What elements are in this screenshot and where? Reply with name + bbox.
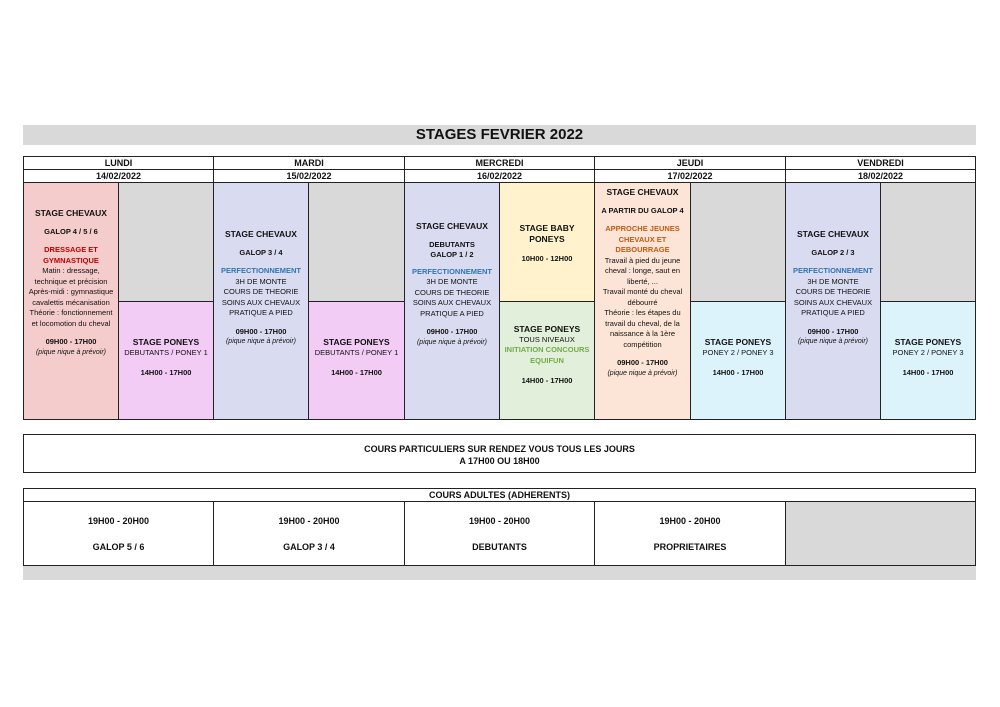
stage-title: STAGE PONEYS	[132, 337, 200, 347]
adult-lesson-cell	[24, 502, 214, 565]
adult-lesson-level: GALOP 3 / 4	[283, 542, 335, 552]
day-name-vendredi: VENDREDI	[786, 157, 975, 170]
stage-hours: 14H00 - 17H00	[902, 368, 954, 377]
stage-line: COURS DE THEORIE	[414, 287, 490, 297]
stage-hours: 09H00 - 17H00	[617, 358, 668, 367]
stage-desc: Travail monté du cheval débourré	[602, 287, 683, 307]
stage-desc: Travail à pied du jeune cheval : longe, saut en liberté, ...	[604, 255, 681, 286]
stage-title: STAGE PONEYS	[894, 337, 962, 347]
adult-lessons-table	[23, 488, 976, 566]
mercredi-stage-poneys	[500, 301, 595, 419]
stage-theme: PERFECTIONNEMENT	[411, 266, 492, 276]
stage-hours: 14H00 - 17H00	[521, 376, 573, 385]
stage-level: DEBUTANTS	[429, 239, 475, 249]
stage-line: SOINS AUX CHEVAUX	[793, 297, 873, 307]
stage-line: 3H DE MONTE	[807, 276, 859, 286]
stage-line: 3H DE MONTE	[235, 276, 287, 286]
stage-theme: PERFECTIONNEMENT	[220, 266, 301, 275]
adult-lesson-cell	[214, 502, 405, 565]
stage-title: STAGE CHEVAUX	[35, 208, 107, 218]
stage-title: STAGE CHEVAUX	[416, 221, 488, 231]
stage-line: SOINS AUX CHEVAUX	[412, 298, 492, 307]
private-lessons-box	[23, 434, 976, 473]
adult-lesson-hours: 19H00 - 20H00	[87, 516, 150, 526]
stage-note: (pique nique à prévoir)	[797, 338, 869, 345]
adult-lesson-cell	[405, 502, 595, 565]
stage-line: SOINS AUX CHEVAUX	[221, 297, 301, 307]
stage-level: PONEY 2 / PONEY 3	[702, 347, 774, 357]
jeudi-stage-poneys	[691, 301, 786, 419]
day-date-mardi: 15/02/2022	[214, 170, 405, 183]
stage-desc: Matin : dressage, technique et précision	[34, 266, 108, 286]
stage-title: STAGE CHEVAUX	[225, 229, 297, 239]
adult-lesson-level: GALOP 5 / 6	[92, 542, 145, 552]
empty-cell	[119, 183, 214, 301]
stage-level: DEBUTANTS / PONEY 1	[124, 347, 208, 357]
stage-note: (pique nique à prévoir)	[225, 338, 297, 345]
stage-hours: 09H00 - 17H00	[426, 327, 478, 336]
stage-note: (pique nique à prévoir)	[35, 348, 107, 356]
mercredi-stage-chevaux	[405, 183, 500, 419]
stage-theme: DRESSAGE ET GYMNASTIQUE	[43, 245, 99, 265]
stage-level: TOUS NIVEAUX	[519, 334, 575, 344]
stage-level: PONEY 2 / PONEY 3	[892, 347, 964, 357]
day-date-lundi: 14/02/2022	[24, 170, 214, 183]
day-name-mercredi: MERCREDI	[405, 157, 595, 170]
stage-theme: INITIATION CONCOURS EQUIFUN	[504, 345, 590, 365]
stage-title: STAGE PONEYS	[513, 324, 581, 334]
stage-line: PRATIQUE A PIED	[420, 308, 484, 318]
vendredi-stage-poneys	[881, 301, 975, 419]
stage-level: GALOP 4 / 5 / 6	[44, 226, 98, 236]
stage-theme: APPROCHE JEUNES CHEVAUX ET DEBOURRAGE	[605, 224, 680, 254]
stage-hours: 14H00 - 17H00	[331, 368, 382, 377]
adult-lesson-level: PROPRIETAIRES	[653, 542, 727, 552]
stage-note: (pique nique à prévoir)	[607, 369, 678, 377]
stage-line: COURS DE THEORIE	[795, 287, 871, 296]
lundi-stage-chevaux	[24, 183, 119, 419]
stage-level: GALOP 2 / 3	[811, 247, 855, 257]
stage-line: 3H DE MONTE	[426, 277, 478, 286]
adult-lesson-cell	[595, 502, 786, 565]
day-name-jeudi: JEUDI	[595, 157, 786, 170]
empty-cell	[691, 183, 786, 301]
stage-hours: 14H00 - 17H00	[712, 368, 764, 377]
stage-level: GALOP 3 / 4	[239, 247, 283, 257]
private-lessons-line1: COURS PARTICULIERS SUR RENDEZ VOUS TOUS LES JOURS	[364, 444, 635, 454]
stage-title: STAGE PONEYS	[323, 337, 390, 347]
stage-title: STAGE BABY PONEYS	[519, 223, 575, 244]
adult-lesson-level: DEBUTANTS	[472, 542, 527, 552]
lundi-stage-poneys	[119, 301, 214, 419]
day-name-mardi: MARDI	[214, 157, 405, 170]
stage-hours: 09H00 - 17H00	[235, 326, 287, 336]
stage-title: STAGE CHEVAUX	[797, 229, 869, 239]
stage-hours: 09H00 - 17H00	[45, 337, 97, 346]
vendredi-stage-chevaux	[786, 183, 881, 419]
private-lessons-line2: A 17H00 OU 18H00	[459, 456, 540, 466]
stage-line: PRATIQUE A PIED	[229, 308, 293, 317]
empty-cell	[881, 183, 975, 301]
stage-level: GALOP 1 / 2	[430, 250, 474, 259]
empty-cell	[309, 183, 405, 301]
stage-title: STAGE PONEYS	[704, 337, 772, 347]
stage-hours: 09H00 - 17H00	[807, 326, 859, 336]
stage-desc: Théorie : fonctionnement et locomotion du cheval	[29, 308, 113, 328]
stage-note: (pique nique à prévoir)	[416, 338, 488, 346]
day-date-vendredi: 18/02/2022	[786, 170, 975, 183]
mardi-stage-chevaux	[214, 183, 309, 419]
schedule-grid	[23, 156, 976, 420]
adult-lessons-title: COURS ADULTES (ADHERENTS)	[24, 489, 975, 502]
adult-lesson-hours: 19H00 - 20H00	[278, 516, 340, 526]
stage-desc: Après-midi : gymnastique cavalettis mécanisation	[28, 287, 114, 307]
stage-hours: 14H00 - 17H00	[140, 368, 192, 377]
mercredi-stage-baby-poneys	[500, 183, 595, 301]
stage-desc: Théorie : les étapes du travail du cheval, de la naissance à la 1ère compétition	[604, 308, 681, 349]
day-date-jeudi: 17/02/2022	[595, 170, 786, 183]
stage-theme: PERFECTIONNEMENT	[792, 266, 873, 275]
stage-hours: 10H00 - 12H00	[521, 254, 573, 263]
footer-bar	[23, 566, 976, 580]
page-title: STAGES FEVRIER 2022	[23, 125, 976, 145]
day-date-mercredi: 16/02/2022	[405, 170, 595, 183]
stage-level: DEBUTANTS / PONEY 1	[314, 347, 399, 357]
empty-cell	[786, 502, 975, 565]
jeudi-stage-chevaux	[595, 183, 691, 419]
adult-lesson-hours: 19H00 - 20H00	[468, 516, 531, 526]
stage-level: A PARTIR DU GALOP 4	[601, 205, 684, 215]
stage-title: STAGE CHEVAUX	[606, 187, 679, 197]
day-name-lundi: LUNDI	[24, 157, 214, 170]
stage-line: PRATIQUE A PIED	[801, 308, 865, 317]
adult-lesson-hours: 19H00 - 20H00	[659, 516, 721, 526]
stage-line: COURS DE THEORIE	[223, 287, 299, 296]
mardi-stage-poneys	[309, 301, 405, 419]
